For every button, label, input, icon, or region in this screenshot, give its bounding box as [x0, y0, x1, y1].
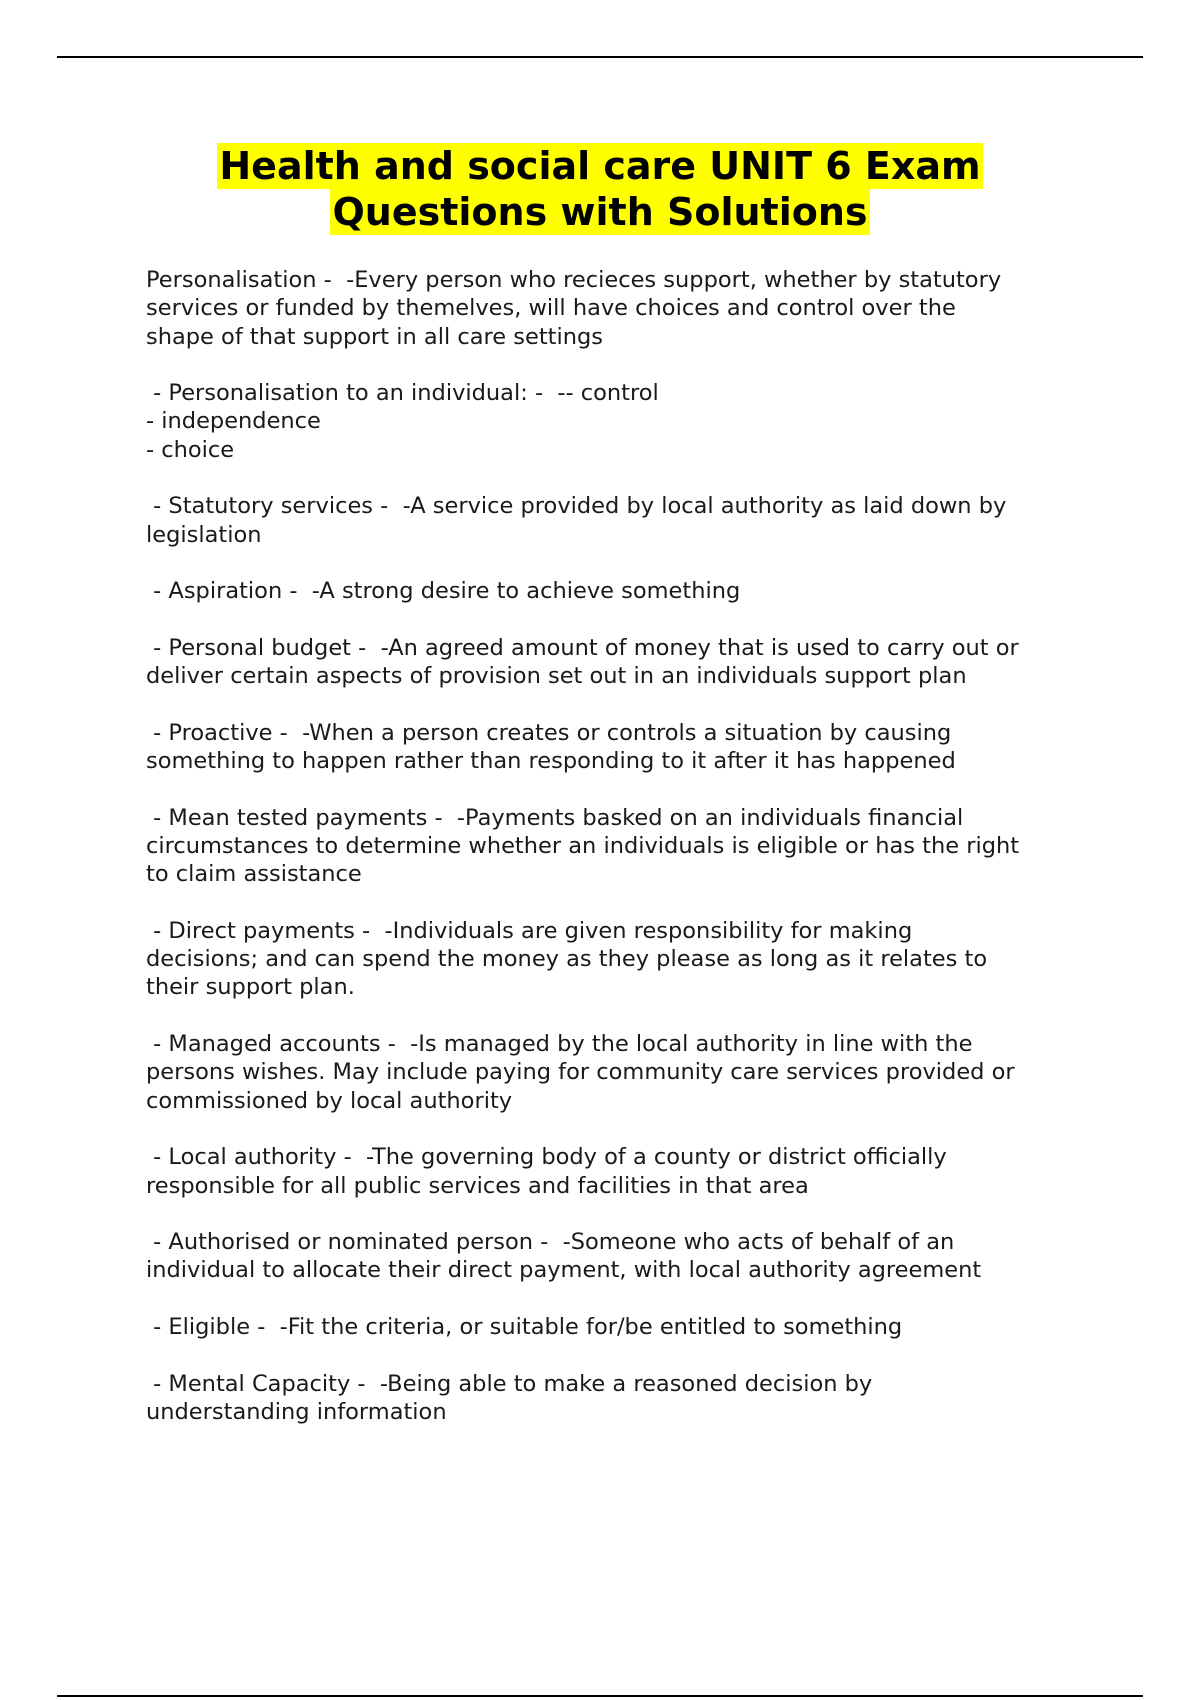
definition-line: their support plan. — [146, 974, 355, 1001]
definition-line: - Statutory services - -A service provided by local authority as laid down by — [146, 493, 1007, 520]
definition-line: - Eligible - -Fit the criteria, or suitable for/be entitled to something — [146, 1313, 903, 1340]
definition-line: commissioned by local authority — [146, 1087, 513, 1114]
title-line-2: Questions with Solutions — [332, 190, 868, 234]
definition-line: - Authorised or nominated person - -Someone who acts of behalf of an — [146, 1229, 955, 1256]
definition-line: to claim assistance — [146, 861, 362, 888]
definition-line: - Proactive - -When a person creates or controls a situation by causing — [146, 719, 952, 746]
definition-entry — [146, 492, 1106, 549]
definition-line: - Personal budget - -An agreed amount of money that is used to carry out or — [146, 634, 1019, 661]
definition-entry — [146, 1370, 1106, 1427]
definition-line: - Mean tested payments - -Payments basked on an individuals financial — [146, 804, 964, 831]
definition-entry — [146, 1143, 1106, 1200]
definition-entry — [146, 719, 1106, 776]
definition-line: - Aspiration - -A strong desire to achieve something — [146, 578, 741, 605]
definition-line: shape of that support in all care settings — [146, 323, 604, 350]
definition-entry — [146, 379, 1106, 464]
definition-entry — [146, 577, 1106, 605]
definitions-list — [146, 266, 1106, 1454]
definition-line: deliver certain aspects of provision set out in an individuals support plan — [146, 663, 967, 690]
definition-line: - choice — [146, 436, 235, 463]
definition-line: - independence — [146, 408, 321, 435]
definition-entry — [146, 804, 1106, 889]
definition-line: - Personalisation to an individual: - -- control — [146, 380, 659, 407]
definition-line: - Direct payments - -Individuals are given responsibility for making — [146, 917, 913, 944]
page-bottom-rule — [57, 1695, 1143, 1697]
definition-line: persons wishes. May include paying for community care services provided or — [146, 1059, 1015, 1086]
definition-line: circumstances to determine whether an individuals is eligible or has the right — [146, 832, 1020, 859]
definition-entry — [146, 917, 1106, 1002]
definition-line: something to happen rather than responding to it after it has happened — [146, 748, 956, 775]
definition-entry — [146, 1030, 1106, 1115]
definition-line: individual to allocate their direct payment, with local authority agreement — [146, 1257, 982, 1284]
title-line-1: Health and social care UNIT 6 Exam — [219, 144, 981, 188]
definition-line: understanding information — [146, 1398, 447, 1425]
definition-line: - Managed accounts - -Is managed by the local authority in line with the — [146, 1031, 973, 1058]
definition-entry — [146, 634, 1106, 691]
page-top-rule — [57, 56, 1143, 58]
definition-line: legislation — [146, 521, 262, 548]
definition-line: decisions; and can spend the money as they please as long as it relates to — [146, 946, 988, 973]
document-title — [0, 143, 1200, 235]
definition-line: - Local authority - -The governing body of a county or district officially — [146, 1144, 947, 1171]
definition-entry — [146, 1313, 1106, 1341]
definition-line: responsible for all public services and facilities in that area — [146, 1172, 809, 1199]
definition-entry — [146, 1228, 1106, 1285]
definition-line: - Mental Capacity - -Being able to make a reasoned decision by — [146, 1370, 873, 1397]
definition-line: Personalisation - -Every person who recieces support, whether by statutory — [146, 267, 1002, 293]
definition-entry — [146, 266, 1106, 351]
definition-line: services or funded by themelves, will have choices and control over the — [146, 295, 956, 322]
